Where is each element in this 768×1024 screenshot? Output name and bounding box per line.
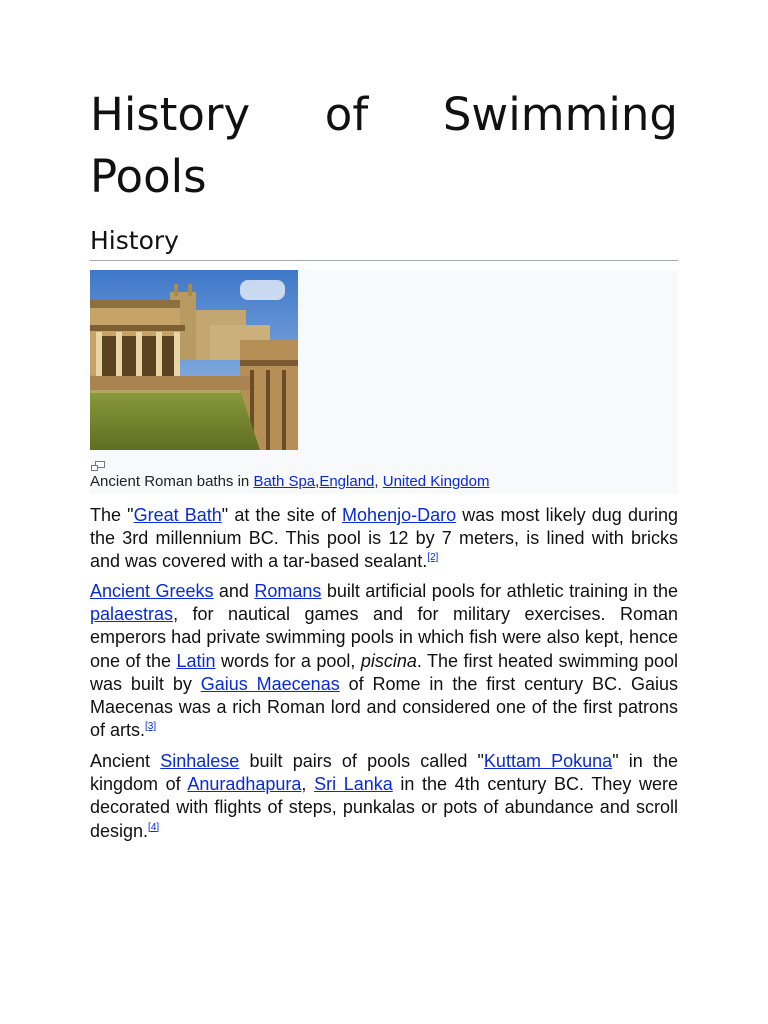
link-anuradhapura[interactable]: Anuradhapura [187, 774, 302, 795]
link-sinhalese[interactable]: Sinhalese [160, 751, 240, 771]
link-great-bath[interactable]: Great Bath [133, 505, 222, 525]
text-run: Ancient [90, 751, 161, 771]
magnify-icon[interactable] [91, 458, 105, 468]
paragraph-great-bath [90, 504, 678, 574]
caption-separator: , [374, 473, 383, 490]
text-run: . The first heated swimming pool was built by [90, 650, 678, 694]
link-romans[interactable]: Romans [254, 581, 322, 601]
link-bath-spa[interactable]: Bath Spa [253, 473, 316, 490]
text-run: was most likely dug during the 3rd millennium BC. This pool is 12 by 7 meters, is lined with bricks and was covered with a tar-based sealant. [90, 505, 679, 572]
text-run: " in the kingdom of [90, 751, 678, 795]
link-kuttam-pokuna[interactable]: Kuttam Pokuna [483, 751, 613, 771]
text-run: built pairs of pools called " [239, 751, 484, 771]
link-sri-lanka[interactable]: Sri Lanka [314, 774, 393, 795]
citation [427, 552, 438, 563]
text-run: , for nautical games and for military exercises. Roman emperors had private swimming pools in which fish were also kept, hence one of the [90, 604, 678, 671]
italic-term: piscina [360, 650, 417, 671]
link-united-kingdom[interactable]: United Kingdom [382, 473, 490, 490]
link-palaestras[interactable]: palaestras [90, 604, 174, 625]
citation [145, 721, 156, 732]
citation-link-4[interactable]: [4] [148, 821, 160, 833]
heading-divider [90, 260, 678, 261]
caption-text: Ancient Roman baths in [90, 473, 254, 490]
link-mohenjo-daro[interactable]: Mohenjo-Daro [342, 505, 457, 525]
text-run: " at the site of [221, 505, 343, 525]
text-run: built artificial pools for athletic training in the [321, 581, 678, 601]
link-england[interactable]: England [319, 473, 375, 490]
page-title: History of Swimming Pools [90, 88, 678, 203]
text-run: and [213, 581, 255, 601]
caption-separator: , [315, 473, 320, 490]
text-run: in the 4th century BC. They were decorated with flights of steps, punkalas or pots of abundance and scroll design. [90, 774, 678, 841]
paragraph-greeks-romans [90, 580, 678, 742]
figure-caption [90, 472, 678, 492]
roman-baths-photo[interactable] [90, 270, 298, 450]
section-heading: History [90, 226, 179, 255]
text-run: The " [90, 505, 134, 525]
citation-link-2[interactable]: [2] [427, 552, 439, 564]
text-run: , [301, 774, 315, 795]
paragraph-sinhalese [90, 750, 678, 843]
citation [148, 822, 159, 833]
citation-link-3[interactable]: [3] [145, 721, 157, 733]
link-latin[interactable]: Latin [176, 650, 216, 671]
figure-thumbnail [90, 270, 678, 494]
text-run: words for a pool, [215, 650, 361, 671]
link-ancient-greeks[interactable]: Ancient Greeks [90, 581, 214, 601]
text-run: of Rome in the first century BC. Gaius Maecenas was a rich Roman lord and considered one of the first patrons of arts. [90, 673, 678, 741]
link-gaius-maecenas[interactable]: Gaius Maecenas [200, 673, 340, 694]
